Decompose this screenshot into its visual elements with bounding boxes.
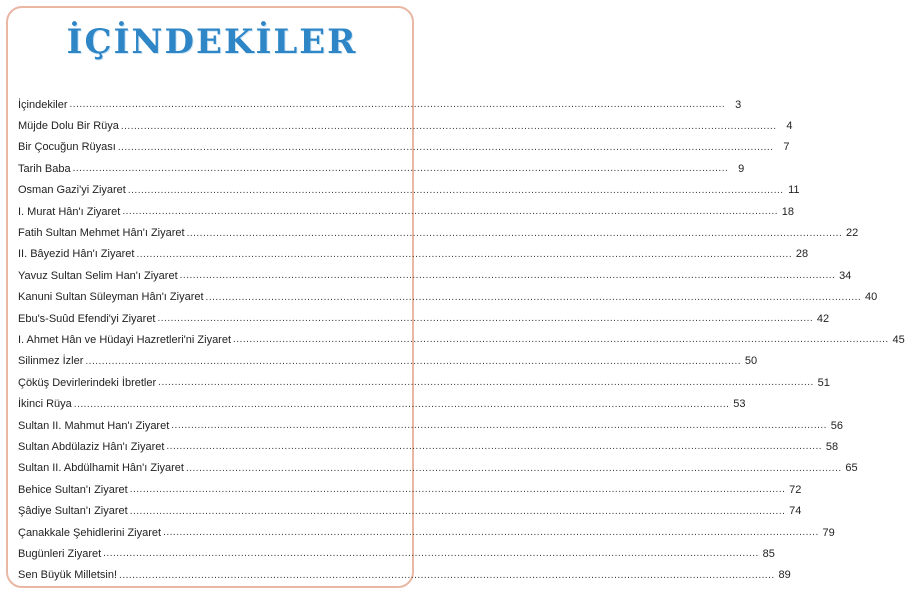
toc-label: İkinci Rüya — [18, 398, 72, 411]
toc-row[interactable] — [18, 137, 790, 158]
dot-leader: ........................................................................................................................................................................................................ — [185, 462, 842, 474]
toc-label: Sultan II. Mahmut Han'ı Ziyaret — [18, 419, 170, 432]
toc-label: Sultan II. Abdülhamit Hân'ı Ziyaret — [18, 462, 184, 475]
dot-leader: ........................................................................................................................................................................................................ — [179, 270, 836, 282]
dot-leader: ........................................................................................................................................................................................................ — [117, 141, 774, 153]
page-title: İÇİNDEKİLER — [66, 22, 358, 62]
toc-page-number: 74 — [789, 505, 802, 518]
toc-page-number: 50 — [744, 355, 758, 368]
toc-page-number: 79 — [822, 526, 835, 539]
toc-page-number: 65 — [845, 462, 858, 475]
dot-leader: ........................................................................................................................................................................................................ — [136, 248, 793, 260]
toc-row[interactable] — [18, 351, 758, 372]
dot-leader: ........................................................................................................................................................................................................ — [163, 527, 819, 538]
toc-row[interactable] — [18, 201, 795, 222]
toc-page-number: 89 — [778, 569, 791, 582]
toc-label: I. Ahmet Hân ve Hüdayi Hazretleri'ni Ziyaret — [18, 333, 232, 346]
dot-leader: ........................................................................................................................................................................................................ — [233, 334, 889, 346]
toc-row[interactable] — [18, 543, 775, 564]
dot-leader: ........................................................................................................................................................................................................ — [73, 398, 730, 410]
toc-page-number: 7 — [783, 141, 790, 154]
toc-page-number: 9 — [738, 162, 745, 175]
dot-leader: ........................................................................................................................................................................................................ — [127, 184, 784, 196]
toc-label: Ebu's-Suûd Efendi'yi Ziyaret — [18, 312, 156, 325]
toc-page-number: 11 — [788, 184, 800, 197]
toc-page-number: 34 — [839, 269, 852, 282]
toc-page-number: 18 — [781, 205, 795, 218]
toc-row[interactable] — [18, 372, 830, 393]
toc-row[interactable] — [18, 244, 809, 265]
toc-label: Fatih Sultan Mehmet Hân'ı Ziyaret — [18, 227, 185, 240]
toc-label: Sen Büyük Milletsin! — [18, 569, 118, 582]
toc-page-number: 3 — [735, 98, 742, 111]
toc-label: Yavuz Sultan Selim Han'ı Ziyaret — [18, 269, 178, 282]
dot-leader: ........................................................................................................................................................................................................ — [85, 355, 742, 367]
toc-label: Çöküş Devirlerindeki İbretler — [18, 376, 157, 389]
dot-leader: ........................................................................................................................................................................................................ — [157, 313, 814, 325]
toc-row[interactable] — [18, 287, 878, 308]
toc-page-number: 40 — [864, 291, 878, 304]
dot-leader: ........................................................................................................................................................................................................ — [129, 505, 786, 517]
toc-row[interactable] — [18, 158, 745, 179]
dot-leader: ........................................................................................................................................................................................................ — [171, 420, 827, 432]
toc-label: Şâdiye Sultan'ı Ziyaret — [18, 505, 128, 518]
dot-leader: ........................................................................................................................................................................................................ — [129, 484, 786, 496]
toc-page-number: 45 — [892, 333, 905, 346]
toc-row[interactable] — [18, 94, 742, 115]
toc-label: Tarih Baba — [18, 162, 71, 175]
toc-label: I. Murat Hân'ı Ziyaret — [18, 205, 121, 218]
toc-row[interactable] — [18, 308, 830, 329]
toc-page-number: 56 — [830, 419, 843, 432]
dot-leader: ........................................................................................................................................................................................................ — [120, 120, 777, 132]
dot-leader: ........................................................................................................................................................................................................ — [205, 291, 862, 303]
toc-label: Bugünleri Ziyaret — [18, 547, 102, 560]
dot-leader: ........................................................................................................................................................................................................ — [103, 548, 759, 560]
toc-label: Silinmez İzler — [18, 355, 84, 368]
toc-row[interactable] — [18, 222, 859, 243]
toc-page-number: 72 — [789, 483, 802, 496]
toc-page-number: 58 — [825, 440, 839, 453]
toc-label: Kanuni Sultan Süleyman Hân'ı Ziyaret — [18, 291, 204, 304]
dot-leader: ........................................................................................................................................................................................................ — [119, 569, 775, 581]
toc-page-number: 22 — [845, 227, 859, 240]
toc-label: Sultan Abdülaziz Hân'ı Ziyaret — [18, 440, 165, 453]
toc-page-number: 51 — [817, 376, 830, 389]
toc-label: Behice Sultan'ı Ziyaret — [18, 483, 128, 496]
dot-leader: ........................................................................................................................................................................................................ — [69, 99, 726, 111]
toc-row[interactable] — [18, 436, 839, 457]
toc-label: Osman Gazi'yi Ziyaret — [18, 184, 126, 197]
toc-row[interactable] — [18, 565, 791, 586]
dot-leader: ........................................................................................................................................................................................................ — [72, 163, 729, 175]
toc-row[interactable] — [18, 115, 793, 136]
toc-row[interactable] — [18, 329, 905, 350]
toc-page-number: 42 — [816, 312, 830, 325]
toc-label: II. Bâyezid Hân'ı Ziyaret — [18, 248, 135, 261]
toc-label: Çanakkale Şehidlerini Ziyaret — [18, 526, 162, 539]
toc-row[interactable] — [18, 522, 835, 543]
toc-label: Müjde Dolu Bir Rüya — [18, 120, 119, 133]
table-of-contents — [18, 94, 905, 586]
dot-leader: ........................................................................................................................................................................................................ — [166, 441, 823, 453]
toc-row[interactable] — [18, 479, 802, 500]
toc-row[interactable] — [18, 393, 746, 414]
toc-label: Bir Çocuğun Rüyası — [18, 141, 116, 154]
toc-label: İçindekiler — [18, 98, 68, 111]
toc-row[interactable] — [18, 458, 858, 479]
toc-page-number: 85 — [762, 547, 775, 560]
dot-leader: ........................................................................................................................................................................................................ — [122, 206, 779, 218]
toc-page-number: 4 — [786, 120, 793, 133]
toc-page-number: 53 — [733, 398, 746, 411]
toc-page-number: 28 — [795, 248, 809, 261]
toc-row[interactable] — [18, 500, 802, 521]
dot-leader: ........................................................................................................................................................................................................ — [186, 227, 843, 239]
dot-leader: ........................................................................................................................................................................................................ — [158, 377, 814, 389]
toc-row[interactable] — [18, 180, 800, 201]
toc-row[interactable] — [18, 415, 843, 436]
toc-row[interactable] — [18, 265, 852, 286]
